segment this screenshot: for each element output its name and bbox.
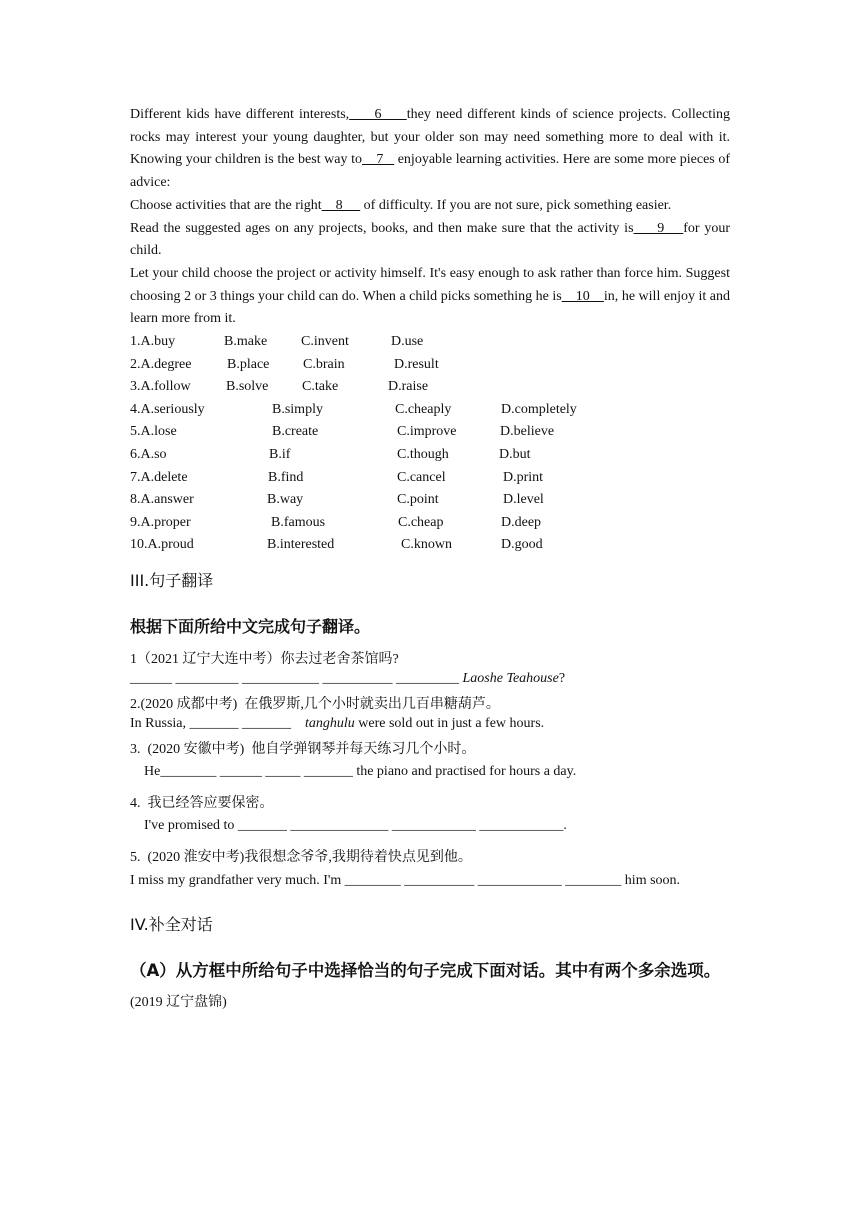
option-b: B.interested (267, 537, 335, 553)
option-d: D.level (503, 492, 544, 508)
option-d: D.result (394, 356, 439, 372)
option-row (130, 331, 730, 354)
option-c: C.improve (397, 424, 457, 440)
q1-blanks: ______ _________ ___________ __________ _________ (130, 671, 463, 686)
passage-text: Let your child choose the project or activity himself. It's easy enough to ask rather than force him. Suggest choosing 2 or 3 things your child can do. When a child picks something he is (130, 265, 730, 304)
option-c: C.take (302, 379, 339, 395)
option-c: C.though (397, 447, 449, 462)
q2-chinese: 2.(2020 成都中考) 在俄罗斯,几个小时就卖出几百串糖葫芦。 (130, 697, 500, 712)
q4-chinese: 4. 我已经答应要保密。 (130, 796, 274, 811)
option-b: B.famous (271, 514, 326, 530)
passage-text: enjoyable learning activities. Here are some more pieces of advice: (130, 152, 731, 191)
passage-text: Choose activities that are the right (130, 197, 322, 213)
q2-italic: tanghulu (305, 716, 355, 731)
option-row (130, 467, 730, 490)
passage-text: in, he will enjoy it and learn more from it. (130, 288, 731, 327)
option-b: B.create (272, 424, 319, 440)
option-row (130, 534, 730, 557)
q2-end: were sold out in just a few hours. (354, 716, 545, 731)
option-b: B.find (268, 469, 304, 485)
option-a: 6.A.so (130, 447, 167, 462)
passage-paragraph-1 (130, 104, 730, 195)
option-c: C.cancel (397, 469, 446, 485)
option-row (130, 489, 730, 512)
option-b: B.place (227, 356, 270, 372)
q4-answer-line: I've promised to _______ ______________ ____________ ____________. (130, 818, 567, 833)
option-row (130, 399, 730, 422)
option-c: C.known (401, 537, 452, 553)
q5-chinese: 5. (2020 淮安中考)我很想念爷爷,我期待着快点见到他。 (130, 850, 472, 865)
passage-paragraph-3 (130, 218, 730, 263)
option-row (130, 376, 730, 399)
option-a: 1.A.buy (130, 334, 176, 350)
option-d: D.good (501, 537, 543, 553)
option-a: 2.A.degree (130, 356, 192, 372)
option-a: 4.A.seriously (130, 401, 205, 417)
q2-blanks: In Russia, _______ _______ (130, 716, 305, 731)
passage-text: Read the suggested ages on any projects, books, and then make sure that the activity is (130, 220, 634, 236)
q1-chinese: 1（2021 辽宁大连中考）你去过老舍茶馆吗? (130, 652, 399, 667)
blank-8: 8 (321, 197, 361, 213)
q1-end: ? (558, 671, 566, 686)
options-list (130, 331, 730, 557)
reading-passage (130, 104, 730, 557)
option-c: C.invent (301, 334, 349, 350)
section-3-instruction: 根据下面所给中文完成句子翻译。 (130, 617, 371, 636)
option-c: C.brain (303, 356, 345, 372)
passage-text: of difficulty. If you are not sure, pick something easier. (360, 197, 672, 213)
passage-paragraph-4 (130, 263, 730, 331)
option-c: C.cheaply (395, 401, 452, 417)
section-4-title: IV.补全对话 (130, 915, 213, 934)
passage-text: Different kids have different interests, (130, 107, 350, 122)
section-4-instruction: （A）从方框中所给句子中选择恰当的句子完成下面对话。其中有两个多余选项。 (130, 961, 721, 980)
option-d: D.deep (501, 514, 542, 530)
option-d: D.believe (500, 424, 555, 440)
option-b: B.way (267, 492, 304, 508)
option-a: 9.A.proper (130, 514, 191, 530)
option-row (130, 354, 730, 377)
option-b: B.solve (226, 379, 269, 395)
option-a: 8.A.answer (130, 492, 194, 508)
option-row (130, 512, 730, 535)
passage-text: for your child. (130, 220, 730, 259)
passage-text: they need different kinds of science projects. Collecting rocks may interest your young daughter, but your older son may need something more to deal with it. Knowing your children is the best way to (130, 107, 730, 168)
blank-10: 10 (561, 288, 604, 304)
option-row (130, 444, 730, 467)
option-d: D.completely (501, 401, 577, 417)
option-b: B.make (224, 334, 268, 350)
blank-7: 7 (361, 152, 395, 168)
passage-paragraph-2 (130, 195, 730, 218)
q1-answer-line (130, 671, 565, 687)
option-d: D.use (391, 334, 424, 350)
q3-answer-line: He________ ______ _____ _______ the piano and practised for hours a day. (130, 764, 577, 779)
option-a: 5.A.lose (130, 424, 177, 440)
q1-italic: Laoshe Teahouse (462, 671, 559, 686)
q2-answer-line (130, 716, 544, 732)
option-a: 3.A.follow (130, 379, 191, 395)
option-d: D.raise (388, 379, 429, 395)
option-a: 7.A.delete (130, 469, 188, 485)
q3-chinese: 3. (2020 安徽中考) 他自学弹钢琴并每天练习几个小时。 (130, 742, 476, 757)
blank-9: 9 (633, 220, 684, 236)
section-3-title: III.句子翻译 (130, 571, 214, 590)
option-c: C.cheap (398, 514, 444, 530)
option-d: D.but (499, 447, 531, 462)
section-4-source: (2019 辽宁盘锦) (130, 995, 227, 1010)
option-b: B.if (269, 447, 291, 462)
option-b: B.simply (272, 401, 323, 417)
option-a: 10.A.proud (130, 537, 194, 553)
blank-6: 6 (349, 107, 407, 122)
q5-answer-line: I miss my grandfather very much. I'm ________ __________ ____________ ________ him soon. (130, 873, 681, 888)
option-row (130, 421, 730, 444)
option-c: C.point (397, 492, 439, 508)
option-d: D.print (503, 469, 544, 485)
